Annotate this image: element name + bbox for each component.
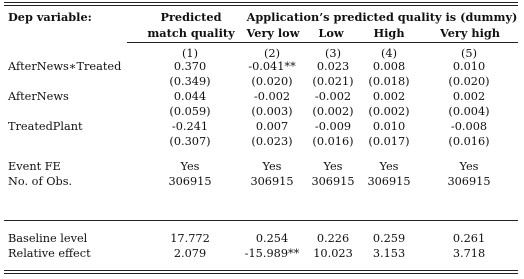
coef-cell: 0.370 [173,60,207,73]
group-underline [238,42,518,43]
col1-underline [127,42,255,43]
baseline-cell: 0.261 [452,232,486,245]
baseline-cell: 0.259 [372,232,406,245]
coef-cell: -0.041** [248,60,296,73]
baseline-cell: 17.772 [170,232,210,245]
se-cell: (0.023) [251,135,293,148]
row-label: AfterNews∗Treated [8,60,122,73]
coef-cell: 0.044 [173,90,207,103]
top-rule-double [4,5,518,6]
se-cell: (0.002) [368,105,410,118]
coef-cell: -0.009 [314,120,352,133]
group-header: Application’s predicted quality is (dummy) [246,10,518,24]
obs-cell: 306915 [311,175,355,188]
col1-header-line2: match quality [147,26,235,40]
obs-cell: 306915 [250,175,294,188]
coef-cell: 0.002 [372,90,406,103]
col1-header-line1: Predicted [160,10,222,24]
subhead-low: Low [318,26,344,40]
se-cell: (0.003) [251,105,293,118]
obs-label: No. of Obs. [8,175,73,188]
event-fe-cell: Yes [323,160,343,173]
se-cell: (0.017) [368,135,410,148]
se-cell: (0.059) [169,105,211,118]
coef-cell: 0.002 [452,90,486,103]
col-number: (2) [263,47,281,60]
bottom-rule [4,270,518,271]
relative-cell: 10.023 [313,247,353,260]
se-cell: (0.018) [368,75,410,88]
coef-cell: -0.241 [171,120,209,133]
section-rule [4,220,518,221]
se-cell: (0.349) [169,75,211,88]
se-cell: (0.020) [448,75,490,88]
event-fe-cell: Yes [379,160,399,173]
relative-cell: 3.718 [452,247,486,260]
relative-cell: 2.079 [173,247,207,260]
coef-cell: 0.008 [372,60,406,73]
baseline-cell: 0.254 [255,232,289,245]
coef-cell: 0.010 [372,120,406,133]
subhead-very-high: Very high [440,26,500,40]
obs-cell: 306915 [168,175,212,188]
col-number: (4) [380,47,398,60]
coef-cell: -0.002 [253,90,291,103]
se-cell: (0.016) [312,135,354,148]
bottom-rule-double [4,273,518,274]
event-fe-cell: Yes [262,160,282,173]
row-label: TreatedPlant [8,120,83,133]
relative-cell: -15.989** [244,247,300,260]
se-cell: (0.016) [448,135,490,148]
subhead-high: High [373,26,405,40]
col-number: (3) [324,47,342,60]
col-number: (5) [460,47,478,60]
subhead-very-low: Very low [246,26,300,40]
se-cell: (0.002) [312,105,354,118]
dep-variable-header: Dep variable: [8,10,92,24]
relative-label: Relative effect [8,247,91,260]
top-rule [4,2,518,3]
baseline-cell: 0.226 [316,232,350,245]
baseline-label: Baseline level [8,232,88,245]
coef-cell: 0.023 [316,60,350,73]
coef-cell: -0.008 [450,120,488,133]
obs-cell: 306915 [367,175,411,188]
event-fe-cell: Yes [459,160,479,173]
se-cell: (0.020) [251,75,293,88]
event-fe-cell: Yes [180,160,200,173]
obs-cell: 306915 [447,175,491,188]
coef-cell: 0.007 [255,120,289,133]
se-cell: (0.307) [169,135,211,148]
coef-cell: -0.002 [314,90,352,103]
coef-cell: 0.010 [452,60,486,73]
event-fe-label: Event FE [8,160,61,173]
relative-cell: 3.153 [372,247,406,260]
row-label: AfterNews [8,90,69,103]
se-cell: (0.021) [312,75,354,88]
col-number: (1) [181,47,199,60]
se-cell: (0.004) [448,105,490,118]
